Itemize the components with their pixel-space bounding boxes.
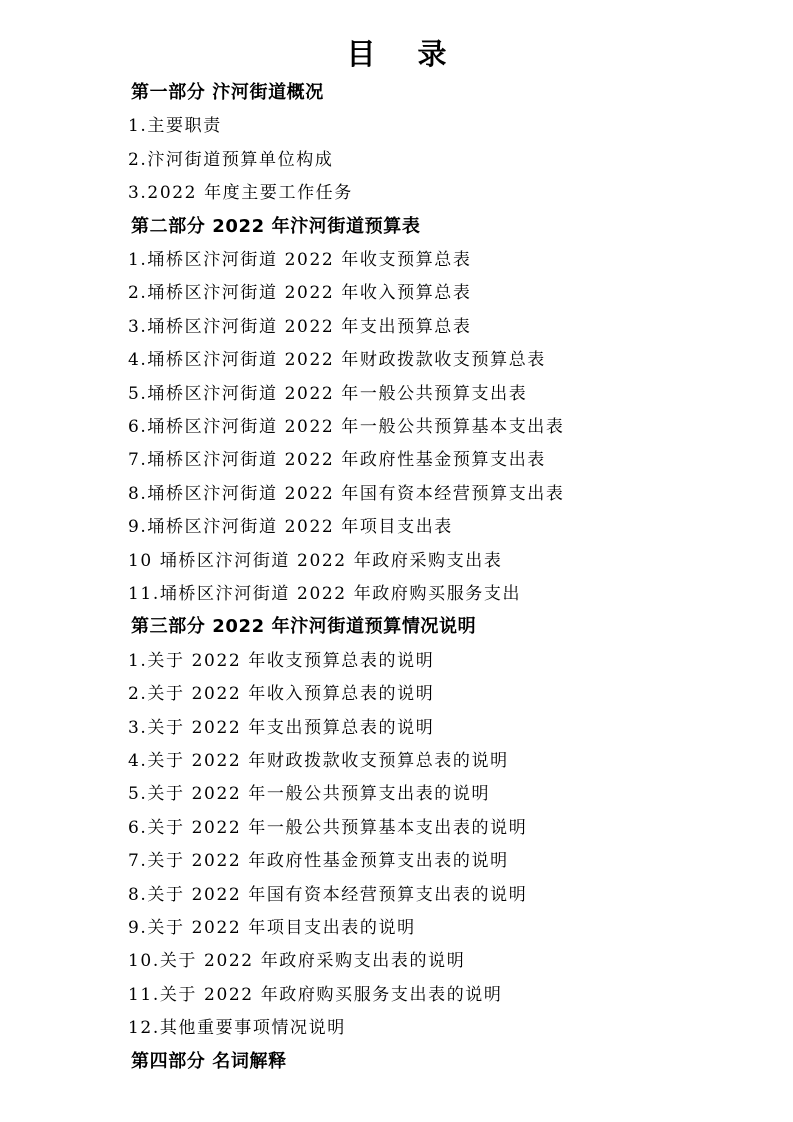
toc-section-heading: 第一部分 汴河街道概况 bbox=[131, 82, 324, 103]
toc-item: 5.关于 2022 年一般公共预算支出表的说明 bbox=[128, 784, 491, 805]
toc-item: 1.关于 2022 年收支预算总表的说明 bbox=[128, 650, 435, 671]
toc-item: 10.关于 2022 年政府采购支出表的说明 bbox=[128, 951, 466, 972]
toc-item: 7.埇桥区汴河街道 2022 年政府性基金预算支出表 bbox=[128, 450, 546, 471]
toc-item: 6.埇桥区汴河街道 2022 年一般公共预算基本支出表 bbox=[128, 417, 565, 437]
toc-item: 2.埇桥区汴河街道 2022 年收入预算总表 bbox=[128, 283, 472, 304]
toc-item: 8.埇桥区汴河街道 2022 年国有资本经营预算支出表 bbox=[128, 483, 565, 504]
toc-item: 3.2022 年度主要工作任务 bbox=[128, 183, 353, 204]
toc-item: 11.埇桥区汴河街道 2022 年政府购买服务支出 bbox=[128, 584, 522, 604]
toc-item: 1.埇桥区汴河街道 2022 年收支预算总表 bbox=[128, 250, 472, 270]
toc-item: 1.主要职责 bbox=[128, 116, 222, 137]
toc-item: 8.关于 2022 年国有资本经营预算支出表的说明 bbox=[128, 884, 528, 905]
toc-item: 12.其他重要事项情况说明 bbox=[128, 1018, 346, 1039]
toc-item: 9.埇桥区汴河街道 2022 年项目支出表 bbox=[128, 517, 453, 538]
toc-item: 7.关于 2022 年政府性基金预算支出表的说明 bbox=[128, 851, 509, 872]
toc-item: 3.埇桥区汴河街道 2022 年支出预算总表 bbox=[128, 316, 472, 337]
toc-item: 2.关于 2022 年收入预算总表的说明 bbox=[128, 684, 435, 705]
page-title: 目 录 bbox=[346, 37, 463, 71]
toc-section-heading: 第二部分 2022 年汴河街道预算表 bbox=[131, 215, 421, 237]
toc-item: 6.关于 2022 年一般公共预算基本支出表的说明 bbox=[128, 817, 528, 838]
toc-item: 4.埇桥区汴河街道 2022 年财政拨款收支预算总表 bbox=[128, 350, 546, 371]
toc-item: 2.汴河街道预算单位构成 bbox=[128, 149, 334, 170]
toc-section-heading: 第三部分 2022 年汴河街道预算情况说明 bbox=[131, 616, 477, 638]
toc-item: 9.关于 2022 年项目支出表的说明 bbox=[128, 918, 416, 938]
toc-item: 11.关于 2022 年政府购买服务支出表的说明 bbox=[128, 984, 503, 1005]
toc-item: 10 埇桥区汴河街道 2022 年政府采购支出表 bbox=[128, 550, 503, 571]
toc-item: 5.埇桥区汴河街道 2022 年一般公共预算支出表 bbox=[128, 383, 528, 404]
toc-item: 3.关于 2022 年支出预算总表的说明 bbox=[128, 717, 435, 738]
toc-section-heading: 第四部分 名词解释 bbox=[131, 1050, 287, 1072]
toc-item: 4.关于 2022 年财政拨款收支预算总表的说明 bbox=[128, 751, 509, 771]
